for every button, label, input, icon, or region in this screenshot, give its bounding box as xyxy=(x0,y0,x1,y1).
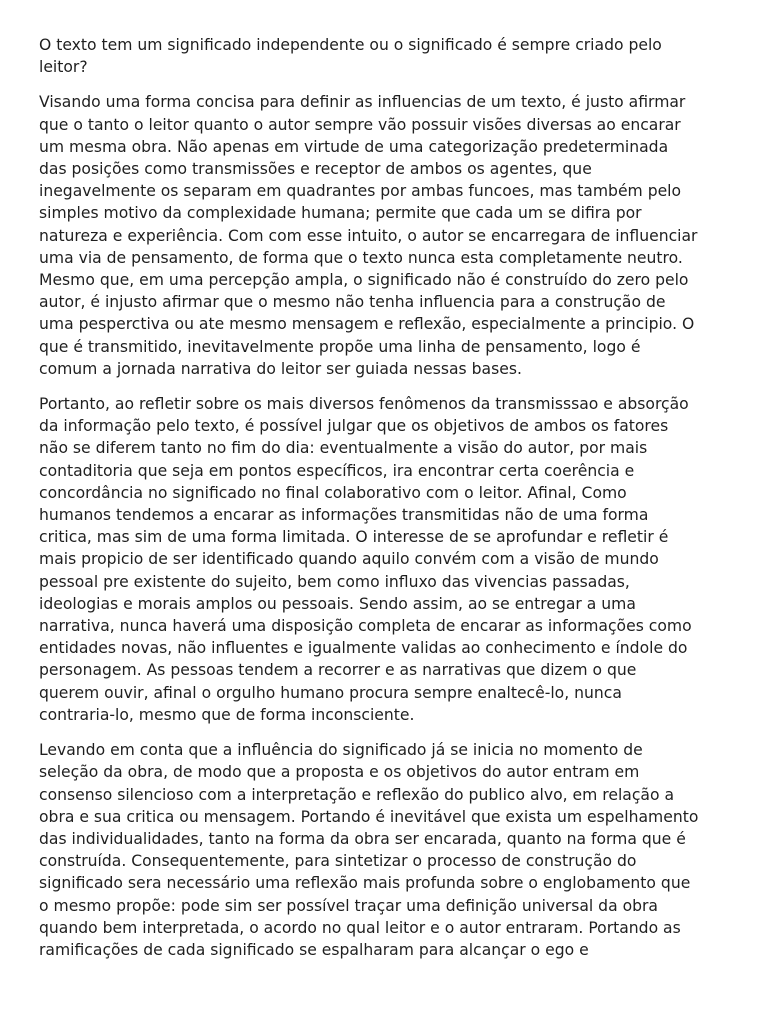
text-line: significado sera necessário uma reflexão mais profunda sobre o englobamento que xyxy=(39,874,691,893)
text-line: O texto tem um significado independente ou o significado é sempre criado pelo xyxy=(39,36,662,54)
text-line: Levando em conta que a influência do significado já se inicia no momento de xyxy=(39,741,643,760)
text-line: leitor? xyxy=(39,58,88,77)
text-line: autor, é injusto afirmar que o mesmo não tenha influencia para a construção de xyxy=(39,293,666,312)
text-line: personagem. As pessoas tendem a recorrer e as narrativas que dizem o que xyxy=(39,661,637,680)
paragraph xyxy=(39,91,730,380)
paragraph xyxy=(39,34,730,78)
text-line: mais propicio de ser identificado quando aquilo convém com a visão de mundo xyxy=(39,550,659,569)
text-line: pessoal pre existente do sujeito, bem como influxo das vivencias passadas, xyxy=(39,572,630,591)
text-line: construída. Consequentemente, para sintetizar o processo de construção do xyxy=(39,852,637,871)
text-line: humanos tendemos a encarar as informações transmitidas não de uma forma xyxy=(39,506,649,525)
paragraph xyxy=(39,393,730,726)
text-line: inegavelmente os separam em quadrantes por ambas funcoes, mas também pelo xyxy=(39,182,682,201)
text-line: narrativa, nunca haverá uma disposição completa de encarar as informações como xyxy=(39,617,692,636)
text-line: das posições como transmissões e receptor de ambos os agentes, que xyxy=(39,160,592,179)
text-line: da informação pelo texto, é possível julgar que os objetivos de ambos os fatores xyxy=(39,417,669,436)
text-line: entidades novas, não influentes e igualmente validas ao conhecimento e índole do xyxy=(39,639,688,658)
text-line: concordância no significado no final colaborativo com o leitor. Afinal, Como xyxy=(39,483,627,502)
text-line: uma via de pensamento, de forma que o texto nunca esta completamente neutro. xyxy=(39,248,683,267)
text-line: critica, mas sim de uma forma limitada. O interesse de se aprofundar e refletir é xyxy=(39,528,669,547)
text-line: não se diferem tanto no fim do dia: eventualmente a visão do autor, por mais xyxy=(39,439,648,458)
text-line: um mesma obra. Não apenas em virtude de uma categorização predeterminada xyxy=(39,137,669,156)
text-line: uma pesperctiva ou ate mesmo mensagem e reflexão, especialmente a principio. O xyxy=(39,315,695,334)
text-line: Portanto, ao refletir sobre os mais diversos fenômenos da transmisssao e absorção xyxy=(39,395,689,414)
text-line: natureza e experiência. Com com esse intuito, o autor se encarregara de influenciar xyxy=(39,226,698,245)
text-line: Visando uma forma concisa para definir as influencias de um texto, é justo afirmar xyxy=(39,93,686,112)
text-line: simples motivo da complexidade humana; permite que cada um se difira por xyxy=(39,204,642,223)
text-line: quando bem interpretada, o acordo no qual leitor e o autor entraram. Portando as xyxy=(39,918,681,937)
text-line: ideologias e morais amplos ou pessoais. Sendo assim, ao se entregar a uma xyxy=(39,594,636,613)
text-line: seleção da obra, de modo que a proposta e os objetivos do autor entram em xyxy=(39,763,640,782)
paragraph xyxy=(39,739,730,961)
text-line: obra e sua critica ou mensagem. Portando é inevitável que exista um espelhamento xyxy=(39,807,699,826)
text-line: que o tanto o leitor quanto o autor sempre vão possuir visões diversas ao encarar xyxy=(39,115,681,134)
text-line: que é transmitido, inevitavelmente propõe uma linha de pensamento, logo é xyxy=(39,337,641,356)
text-line: contraria-lo, mesmo que de forma inconsciente. xyxy=(39,705,415,724)
text-line: comum a jornada narrativa do leitor ser guiada nessas bases. xyxy=(39,359,522,378)
text-line: das individualidades, tanto na forma da obra ser encarada, quanto na forma que é xyxy=(39,829,686,848)
text-line: consenso silencioso com a interpretação e reflexão do publico alvo, em relação a xyxy=(39,785,675,804)
text-line: o mesmo propõe: pode sim ser possível traçar uma definição universal da obra xyxy=(39,896,658,915)
text-line: contaditoria que seja em pontos específicos, ira encontrar certa coerência e xyxy=(39,461,635,480)
text-line: Mesmo que, em uma percepção ampla, o significado não é construído do zero pelo xyxy=(39,271,689,290)
text-line: querem ouvir, afinal o orgulho humano procura sempre enaltecê-lo, nunca xyxy=(39,683,622,702)
text-line: ramificações de cada significado se espalharam para alcançar o ego e xyxy=(39,940,589,959)
